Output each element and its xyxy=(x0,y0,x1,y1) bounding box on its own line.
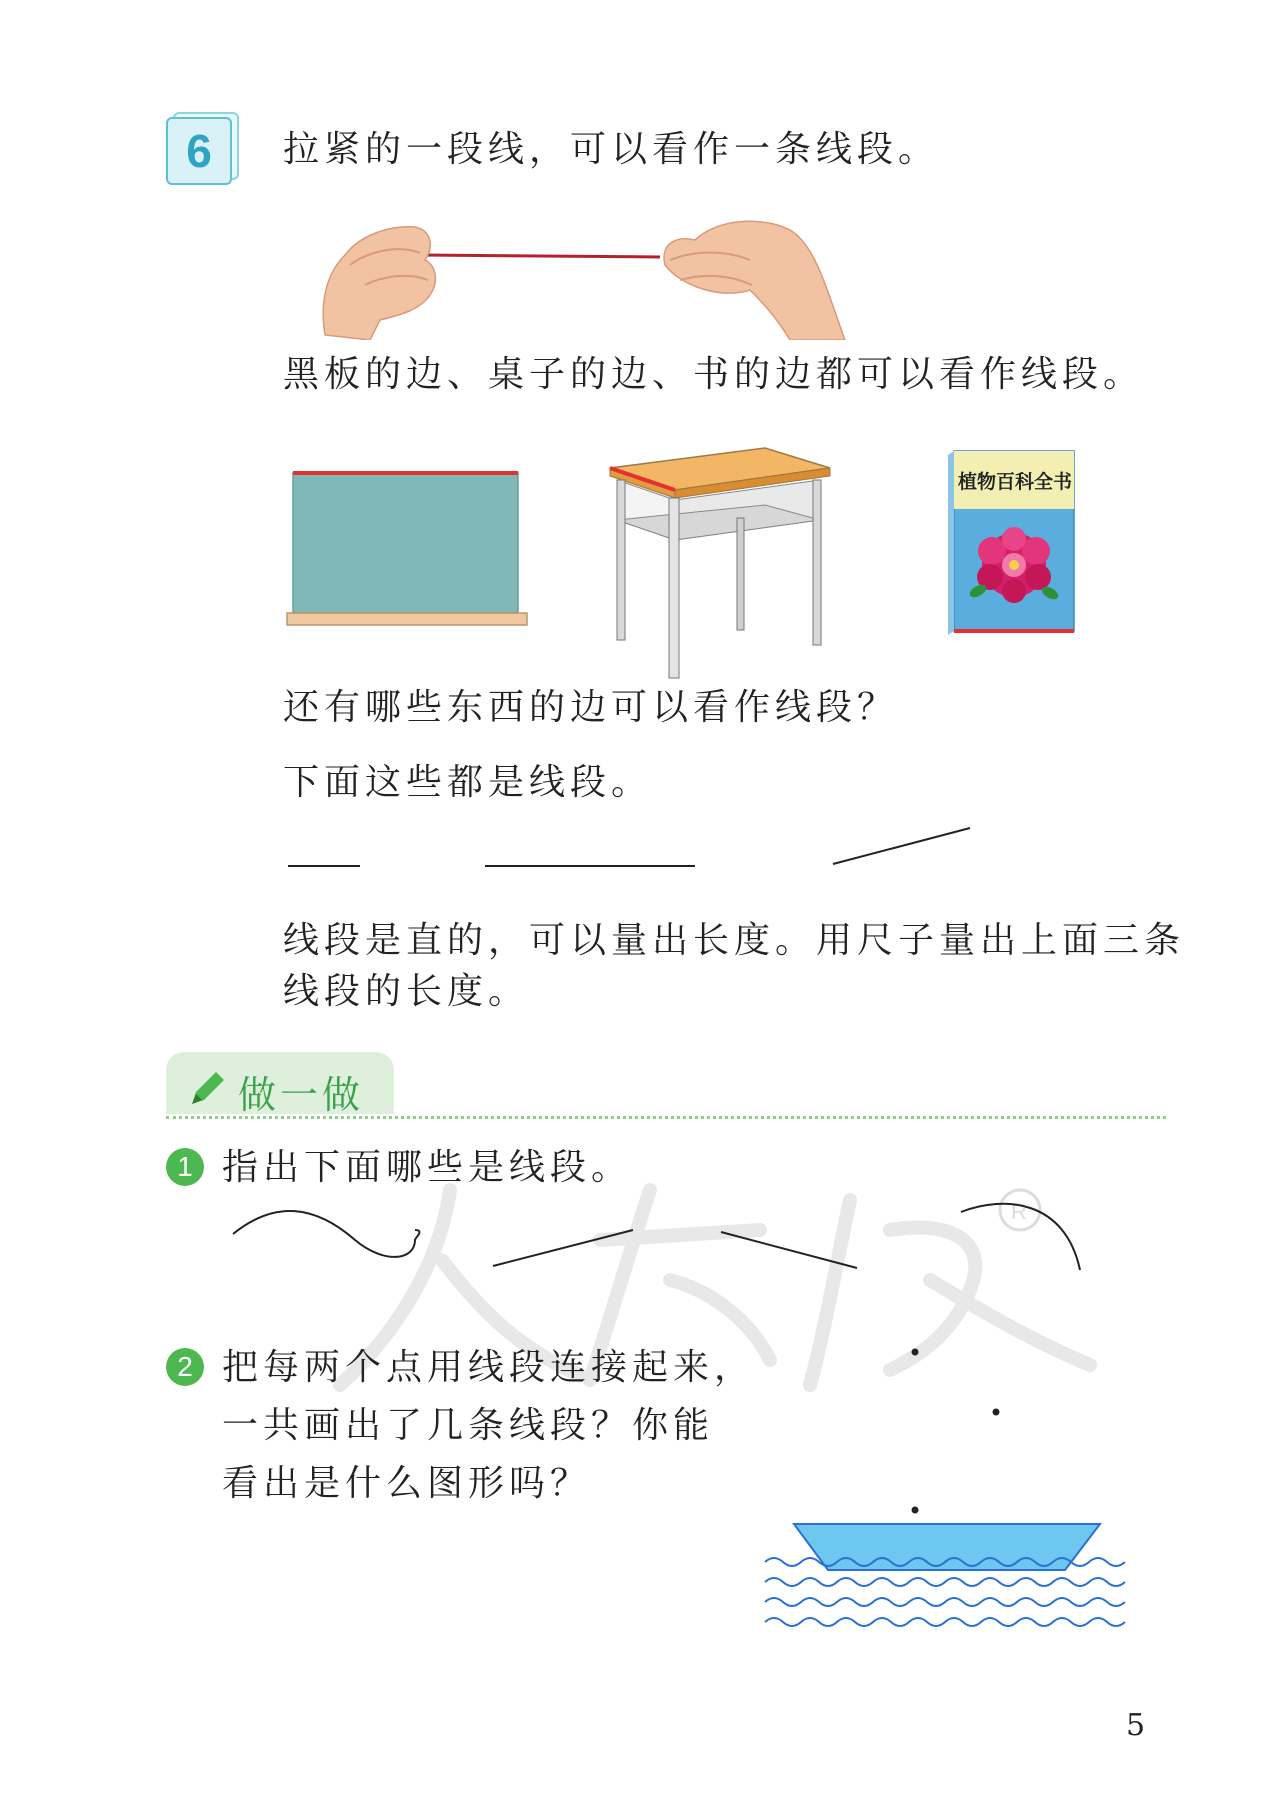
hands-pulling-string-image xyxy=(320,205,850,340)
pencil-icon xyxy=(188,1068,228,1108)
item-2-figure xyxy=(760,1330,1130,1630)
right-hand xyxy=(664,221,845,340)
boat xyxy=(794,1524,1100,1570)
book-title: 植物百科全书 xyxy=(957,471,1072,493)
item-1-figures xyxy=(225,1190,1095,1290)
example-number: 6 xyxy=(166,117,232,185)
segments-text: 下面这些都是线段。 xyxy=(283,762,653,803)
book-image xyxy=(948,447,1076,635)
segment-slanted xyxy=(833,828,970,864)
item-1-text: 指出下面哪些是线段。 xyxy=(222,1147,633,1188)
point-a xyxy=(912,1349,919,1356)
practice-divider xyxy=(166,1116,1166,1119)
svg-text:R: R xyxy=(1011,1199,1027,1224)
curved-line xyxy=(233,1211,419,1257)
arc-line xyxy=(961,1204,1080,1270)
intro-text: 拉紧的一段线，可以看作一条线段。 xyxy=(283,129,940,170)
practice-label: 做一做 xyxy=(238,1073,365,1117)
item-2-line-3: 看出是什么图形吗？ xyxy=(222,1463,592,1504)
desk-image xyxy=(605,440,835,680)
point-b xyxy=(993,1409,1000,1416)
measure-line-2: 线段的长度。 xyxy=(283,971,530,1012)
string-line xyxy=(420,255,660,257)
item-2-line-1: 把每两个点用线段连接起来， xyxy=(222,1347,756,1388)
objects-text: 黑板的边、桌子的边、书的边都可以看作线段。 xyxy=(283,354,1145,395)
straight-segment-a xyxy=(493,1230,633,1266)
measure-line-1: 线段是直的，可以量出长度。用尺子量出上面三条 xyxy=(283,920,1186,961)
left-hand xyxy=(323,227,435,340)
example-number-badge xyxy=(166,117,233,181)
straight-segment-b xyxy=(721,1232,857,1268)
item-1-number: 1 xyxy=(166,1148,204,1186)
point-c xyxy=(912,1507,919,1514)
item-2-line-2: 一共画出了几条线段？你能 xyxy=(222,1405,715,1446)
page-number: 5 xyxy=(1126,1708,1146,1743)
example-segments xyxy=(280,820,980,900)
blackboard-ledge xyxy=(287,613,527,625)
blackboard-image xyxy=(285,470,530,630)
blackboard-surface xyxy=(293,473,518,613)
question-text: 还有哪些东西的边可以看作线段？ xyxy=(283,687,899,728)
item-2-number: 2 xyxy=(166,1348,204,1386)
